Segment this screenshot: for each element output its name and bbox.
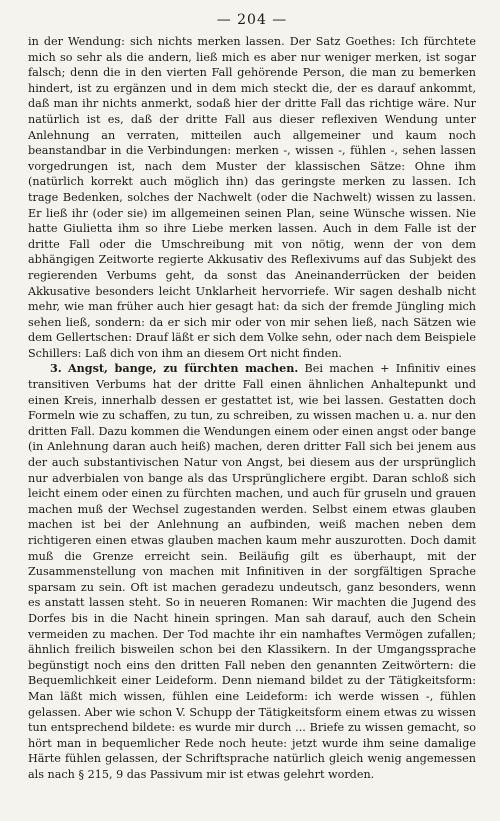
- paragraph-continuation: [28, 34, 476, 361]
- page-number: — 204 —: [216, 12, 288, 28]
- section-heading: Angst, bange, zu fürchten machen.: [67, 361, 299, 376]
- book-page: [28, 12, 476, 783]
- paragraph-text: Bei machen + Infinitiv eines transitiven Verbums hat der dritte Fall einen ähnlichen Anhaltepunkt und einen Kreis, innerhalb dessen er gestattet ist, wie bei lassen. Gestatten doch Formeln wie zu schaffen, zu tun, zu schreiben, zu wissen machen u. a. nur den dritten Fall. Dazu kommen die Wendungen einem oder einen angst oder bange (in Anlehnung daran auch heiß) machen, deren dritter Fall sich bei jenem aus der auch substantivischen Natur von Angst, bei diesem aus der ursprünglich nur adverbialen von bange als das Ursprünglichere ergibt. Daran schloß sich leicht einem oder einen zu fürchten machen, und auch für gruseln und grauen machen muß der Wechsel zugestanden werden. Selbst einem etwas glauben machen ist bei der Anlehnung an aufbinden, weiß machen neben dem richtigeren einen etwas glauben machen kaum mehr auszurotten. Doch damit muß die Grenze erreicht sein. Beiläufig gilt es überhaupt, mit der Zusammenstellung von machen mit Infinitiven in der sorgfältigen Sprache sparsam zu sein. Oft ist machen geradezu undeutsch, ganz besonders, wenn es anstatt lassen steht. So in neueren Romanen: Wir machten die Jugend des Dorfes bis in die Nacht hinein springen. Man sah darauf, auch den Schein vermeiden zu machen. Der Tod machte ihr ein namhaftes Vermögen zufallen; ähnlich freilich bisweilen schon bei den Klassikern. In der Umgangssprache begünstigt noch eins den dritten Fall neben den genannten Zeitwörtern: die Bequemlichkeit einer Leideform. Denn niemand bildet zu der Tätigkeitsform: Man läßt mich wissen, fühlen eine Leideform: ich werde wissen -, fühlen gelassen. Aber wie schon V. Schupp der Tätigkeitsform einem etwas zu wissen tun entsprechend bildete: es wurde mir durch ... Briefe zu wissen gemacht, so hört man in bequemlicher Rede noch heute: jetzt wurde ihm seine damalige Härte fühlen gelassen, der Schriftsprache natürlich gleich wenig angemessen als nach § 215, 9 das Passivum mir ist etwas gelehrt worden.: [28, 362, 476, 781]
- section-number: 3.: [50, 361, 62, 376]
- paragraph-section-3: [28, 361, 476, 782]
- paragraph-text: in der Wendung: sich nichts merken lassen. Der Satz Goethes: Ich fürchtete mich so sehr als die andern, ließ mich es aber nur weniger merken, ist sogar falsch; denn die in den vierten Fall gehörende Person, die man zu bemerken hindert, ist zu ergänzen und in dem mich steckt die, der es darauf ankommt, daß man ihr nichts anmerkt, sodaß hier der dritte Fall das richtige wäre. Nur natürlich ist es, daß der dritte Fall aus dieser reflexiven Wendung unter Anlehnung an verraten, mitteilen auch allgemeiner und kaum noch beanstandbar in die Verbindungen: merken -, wissen -, fühlen -, sehen lassen vorgedrungen ist, nach dem Muster der klassischen Sätze: Ohne ihm (natürlich korrekt auch möglich ihn) das geringste merken zu lassen. Ich trage Bedenken, solches der Nachwelt (oder die Nachwelt) wissen zu lassen. Er ließ ihr (oder sie) im allgemeinen seinen Plan, seine Wünsche wissen. Nie hatte Giulietta ihm so ihre Liebe merken lassen. Auch in dem Falle ist der dritte Fall oder die Umschreibung mit von nötig, wenn der von dem abhängigen Zeitworte regierte Akkusativ des Reflexivums auf das Subjekt des regierenden Verbums geht, da sonst das Aneinanderrücken der beiden Akkusative besonders leicht Unklarheit hervorriefe. Wir sagen deshalb nicht mehr, wie man früher auch hier gesagt hat: da sich der fremde Jüngling mich sehen ließ, sondern: da er sich mir oder von mir sehen ließ, nach Sätzen wie dem Gellertschen: Drauf läßt er sich dem Volke sehn, oder nach dem Beispiele Schillers: Laß dich von ihm an diesem Ort nicht finden.: [28, 35, 476, 360]
